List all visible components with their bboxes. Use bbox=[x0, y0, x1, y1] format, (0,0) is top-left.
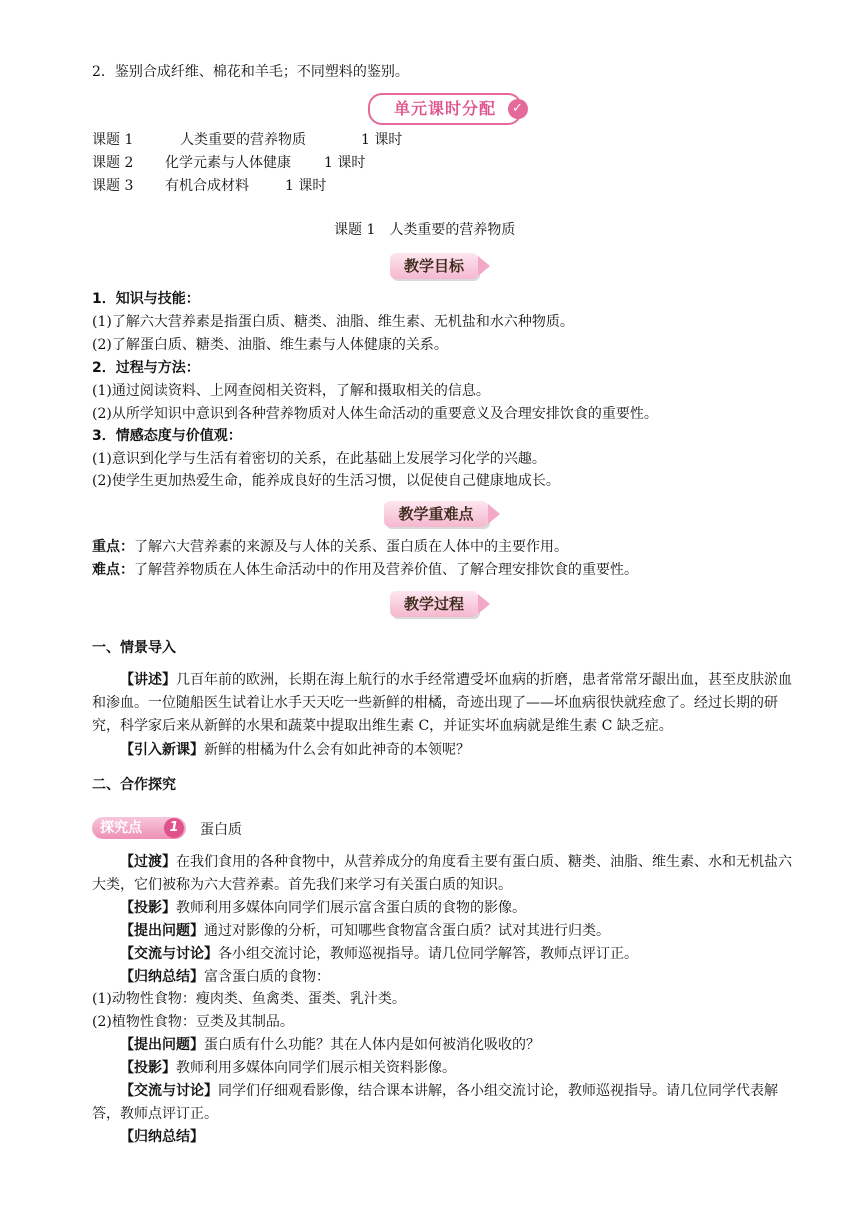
difficulty-text: 了解营养物质在人体生命活动中的作用及营养价值、了解合理安排饮食的重要性。 bbox=[134, 562, 638, 578]
goals-banner bbox=[390, 253, 478, 279]
schedule-item-title: 人类重要的营养物质 bbox=[180, 132, 306, 148]
goal-item: (1)意识到化学与生活有着密切的关系，在此基础上发展学习化学的兴趣。 bbox=[92, 451, 546, 467]
tag-number: 1 bbox=[164, 818, 184, 838]
unit-schedule-banner bbox=[368, 93, 522, 125]
key-points-banner bbox=[384, 501, 488, 527]
goals-heading-knowledge: 1．知识与技能： bbox=[92, 291, 200, 307]
projection-text: 教师利用多媒体向同学们展示相关资料影像。 bbox=[176, 1060, 456, 1076]
arrow-icon bbox=[478, 256, 490, 276]
summary-label: 【归纳总结】 bbox=[120, 1129, 204, 1145]
schedule-item-title: 化学元素与人体健康 bbox=[165, 155, 291, 171]
discussion-paragraph bbox=[92, 943, 800, 966]
question-text: 蛋白质有什么功能？其在人体内是如何被消化吸收的？ bbox=[204, 1037, 540, 1053]
section-heading: 一、情景导入 bbox=[92, 640, 176, 656]
key-point-line bbox=[92, 536, 568, 558]
intro-text: 新鲜的柑橘为什么会有如此神奇的本领呢？ bbox=[204, 742, 470, 758]
tag-label: 探究点 bbox=[100, 820, 142, 836]
schedule-item-hours: 1 课时 bbox=[361, 132, 403, 148]
discussion-text: 各小组交流讨论，教师巡视指导。请几位同学解答，教师点评订正。 bbox=[218, 946, 638, 962]
checkmark-icon: ✓ bbox=[508, 99, 528, 119]
projection-text: 教师利用多媒体向同学们展示富含蛋白质的食物的影像。 bbox=[176, 900, 526, 916]
projection-label: 【投影】 bbox=[120, 1060, 176, 1076]
discussion-label: 【交流与讨论】 bbox=[120, 1083, 218, 1099]
projection-paragraph bbox=[92, 1057, 800, 1080]
summary-text: 富含蛋白质的食物： bbox=[204, 969, 330, 985]
discussion-text: 同学们仔细观看影像，结合课本讲解，各小组交流讨论，教师巡视指导。请几位同学代表解答，教师点评订正。 bbox=[92, 1083, 778, 1122]
goal-item: (2)从所学知识中意识到各种营养物质对人体生命活动的重要意义及合理安排饮食的重要性。 bbox=[92, 406, 658, 422]
lecture-paragraph bbox=[92, 669, 800, 738]
schedule-item-label: 课题 1 bbox=[92, 132, 134, 148]
question-text: 通过对影像的分析，可知哪些食物富含蛋白质？试对其进行归类。 bbox=[204, 923, 610, 939]
topic-title: 蛋白质 bbox=[200, 822, 242, 838]
transition-label: 【过渡】 bbox=[120, 854, 176, 870]
goal-item: (1)了解六大营养素是指蛋白质、糖类、油脂、维生素、无机盐和水六种物质。 bbox=[92, 314, 574, 330]
summary-paragraph bbox=[92, 966, 800, 989]
intro-paragraph bbox=[92, 739, 800, 762]
question-label: 【提出问题】 bbox=[120, 1037, 204, 1053]
process-banner bbox=[390, 591, 478, 617]
food-item: (1)动物性食物：瘦肉类、鱼禽类、蛋类、乳汁类。 bbox=[92, 991, 406, 1007]
difficulty-line bbox=[92, 559, 638, 581]
schedule-item-label: 课题 2 bbox=[92, 155, 134, 171]
intro-label: 【引入新课】 bbox=[120, 742, 204, 758]
key-text: 了解六大营养素的来源及与人体的关系、蛋白质在人体中的主要作用。 bbox=[134, 539, 568, 555]
food-item: (2)植物性食物：豆类及其制品。 bbox=[92, 1014, 294, 1030]
top-line: 2．鉴别合成纤维、棉花和羊毛；不同塑料的鉴别。 bbox=[92, 64, 409, 80]
unit-banner-label: 单元课时分配 bbox=[393, 99, 496, 118]
transition-text: 在我们食用的各种食物中，从营养成分的角度看主要有蛋白质、糖类、油脂、维生素、水和无机盐六大类，它们被称为六大营养素。首先我们来学习有关蛋白质的知识。 bbox=[92, 854, 792, 893]
key-label: 重点： bbox=[92, 539, 134, 555]
schedule-item-label: 课题 3 bbox=[92, 178, 134, 194]
summary-paragraph bbox=[92, 1126, 800, 1149]
difficulty-label: 难点： bbox=[92, 562, 134, 578]
arrow-icon bbox=[488, 504, 500, 524]
goal-item: (1)通过阅读资料、上网查阅相关资料，了解和摄取相关的信息。 bbox=[92, 383, 490, 399]
lecture-text: 几百年前的欧洲，长期在海上航行的水手经常遭受坏血病的折磨，患者常常牙龈出血，甚至皮肤淤血和渗血。一位随船医生试着让水手天天吃一些新鲜的柑橘，奇迹出现了——坏血病很快就痊愈了。经过长期的研究，科学家后来从新鲜的水果和蔬菜中提取出维生素 C，并证实坏血病就是维生素 C 缺乏症。 bbox=[92, 672, 792, 734]
schedule-item-hours: 1 课时 bbox=[324, 155, 366, 171]
schedule-item-hours: 1 课时 bbox=[285, 178, 327, 194]
goals-heading-process: 2．过程与方法： bbox=[92, 360, 200, 376]
goal-item: (2)了解蛋白质、糖类、油脂、维生素与人体健康的关系。 bbox=[92, 337, 448, 353]
lecture-label: 【讲述】 bbox=[120, 672, 176, 688]
schedule-item-title: 有机合成材料 bbox=[165, 178, 249, 194]
goals-banner-label: 教学目标 bbox=[403, 257, 464, 275]
question-label: 【提出问题】 bbox=[120, 923, 204, 939]
discussion-paragraph bbox=[92, 1080, 800, 1126]
summary-label: 【归纳总结】 bbox=[120, 969, 204, 985]
goal-item: (2)使学生更加热爱生命，能养成良好的生活习惯，以促使自己健康地成长。 bbox=[92, 473, 560, 489]
discussion-label: 【交流与讨论】 bbox=[120, 946, 218, 962]
section-heading: 二、合作探究 bbox=[92, 777, 176, 793]
transition-paragraph bbox=[92, 851, 800, 897]
process-banner-label: 教学过程 bbox=[403, 595, 464, 613]
projection-paragraph bbox=[92, 897, 800, 920]
goals-heading-attitude: 3．情感态度与价值观： bbox=[92, 428, 242, 444]
arrow-icon bbox=[478, 594, 490, 614]
question-paragraph bbox=[92, 1034, 800, 1057]
inquiry-point-tag bbox=[92, 817, 186, 839]
projection-label: 【投影】 bbox=[120, 900, 176, 916]
key-points-banner-label: 教学重难点 bbox=[398, 505, 474, 523]
lesson-title: 课题 1 人类重要的营养物质 bbox=[334, 222, 516, 238]
question-paragraph bbox=[92, 920, 800, 943]
